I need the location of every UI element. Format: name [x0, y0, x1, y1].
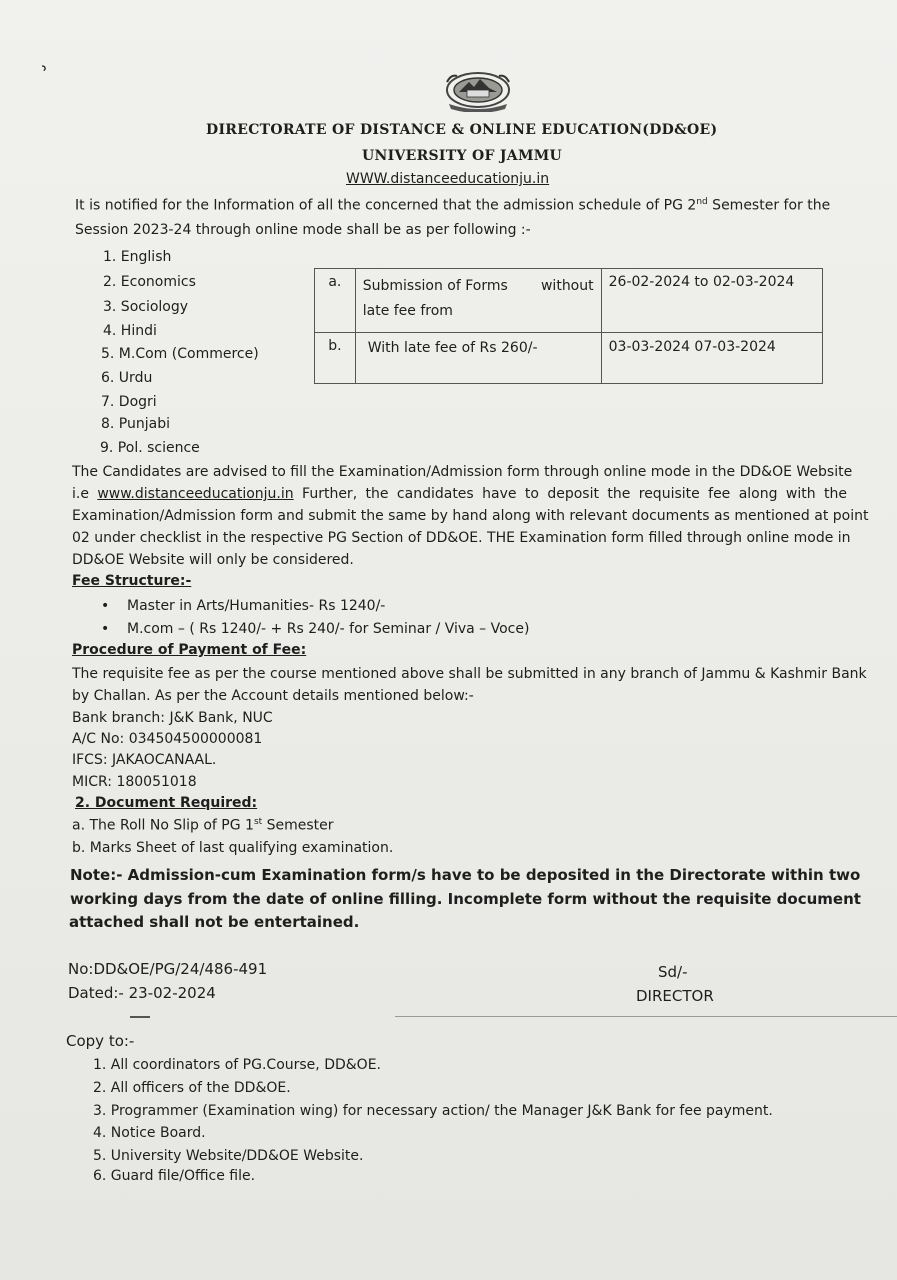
document-item-b: b. Marks Sheet of last qualifying examination.: [72, 840, 394, 856]
reference-number: No:DD&OE/PG/24/486-491: [68, 960, 268, 978]
signatory-title: DIRECTOR: [636, 987, 714, 1005]
list-item: 4. Notice Board.: [93, 1125, 206, 1141]
divider: [395, 1016, 897, 1017]
list-item: 5. M.Com (Commerce): [101, 346, 259, 362]
list-item: Master in Arts/Humanities- Rs 1240/-: [127, 598, 386, 614]
advice-paragraph: The Candidates are advised to fill the Examination/Admission form through online mode in the DD&OE Website i.e www.distanceeducationju.in Further, the candidates have to deposit the requisite fee along with the Examination/Admission form and submit the same by hand along with relevant documents as mentioned at point 02 under checklist in the respective PG Section of DD&OE. THE Examination form filled through online mode in DD&OE Website will only be considered.: [72, 464, 869, 568]
list-item: 2. Economics: [103, 274, 196, 290]
intro-line-1: It is notified for the Information of all the concerned that the admission schedule of PG 2nd Semester for the: [75, 197, 831, 214]
bullet-icon: •: [101, 621, 110, 637]
bank-branch: Bank branch: J&K Bank, NUC: [72, 710, 273, 726]
document-item-a: a. The Roll No Slip of PG 1st Semester: [72, 817, 334, 834]
list-item: 6. Guard file/Office file.: [93, 1168, 256, 1184]
university-emblem-icon: [443, 70, 513, 112]
table-row: [315, 269, 823, 333]
list-item: 1. English: [103, 249, 172, 265]
university-name: UNIVERSITY OF JAMMU: [362, 148, 563, 164]
note-line-1: Note:- Admission-cum Examination form/s have to be deposited in the Directorate within two: [70, 866, 861, 884]
list-item: 2. All officers of the DD&OE.: [93, 1080, 291, 1096]
row-dates: 03-03-2024 07-03-2024: [601, 333, 822, 384]
directorate-title: DIRECTORATE OF DISTANCE & ONLINE EDUCATION(DD&OE): [206, 122, 718, 138]
row-description: With late fee of Rs 260/-: [355, 333, 601, 384]
list-item: 6. Urdu: [101, 370, 153, 386]
schedule-table: [314, 268, 823, 384]
payment-heading: Procedure of Payment of Fee:: [72, 642, 307, 658]
row-key: b.: [315, 333, 356, 384]
signature: Sd/-: [658, 963, 688, 981]
header-website-link[interactable]: WWW.distanceeducationju.in: [346, 171, 550, 187]
copy-to-heading: Copy to:-: [66, 1032, 135, 1050]
list-item: M.com – ( Rs 1240/- + Rs 240/- for Seminar / Viva – Voce): [127, 621, 530, 637]
note-line-2: working days from the date of online filling. Incomplete form without the requisite document: [70, 890, 861, 908]
documents-heading: 2. Document Required:: [75, 795, 258, 811]
account-number: A/C No: 034504500000081: [72, 731, 263, 747]
list-item: 3. Programmer (Examination wing) for necessary action/ the Manager J&K Bank for fee payment.: [93, 1103, 773, 1119]
row-description: Submission of Forms without late fee from: [355, 269, 601, 333]
ifcs-code: IFCS: JAKAOCANAAL.: [72, 752, 217, 768]
micr-code: MICR: 180051018: [72, 774, 197, 790]
list-item: 1. All coordinators of PG.Course, DD&OE.: [93, 1057, 381, 1073]
list-item: 8. Punjabi: [101, 416, 170, 432]
list-item: 3. Sociology: [103, 299, 189, 315]
note-line-3: attached shall not be entertained.: [69, 913, 360, 931]
row-dates: 26-02-2024 to 02-03-2024: [601, 269, 822, 333]
bullet-icon: •: [101, 598, 110, 614]
list-item: 4. Hindi: [103, 323, 157, 339]
list-item: 7. Dogri: [101, 394, 157, 410]
list-item: 9. Pol. science: [100, 440, 200, 456]
payment-paragraph: The requisite fee as per the course mentioned above shall be submitted in any branch of Jammu & Kashmir Bank by Challan. As per the Account details mentioned below:-: [72, 666, 867, 704]
intro-line-2: Session 2023-24 through online mode shall be as per following :-: [75, 222, 531, 238]
list-item: 5. University Website/DD&OE Website.: [93, 1148, 364, 1164]
website-link[interactable]: www.distanceeducationju.in: [97, 486, 294, 502]
fee-structure-heading: Fee Structure:-: [72, 573, 192, 589]
divider: [130, 1016, 150, 1018]
table-row: [315, 333, 823, 384]
dated: Dated:- 23-02-2024: [68, 984, 216, 1002]
row-key: a.: [315, 269, 356, 333]
pen-mark: ʾ: [39, 61, 55, 88]
